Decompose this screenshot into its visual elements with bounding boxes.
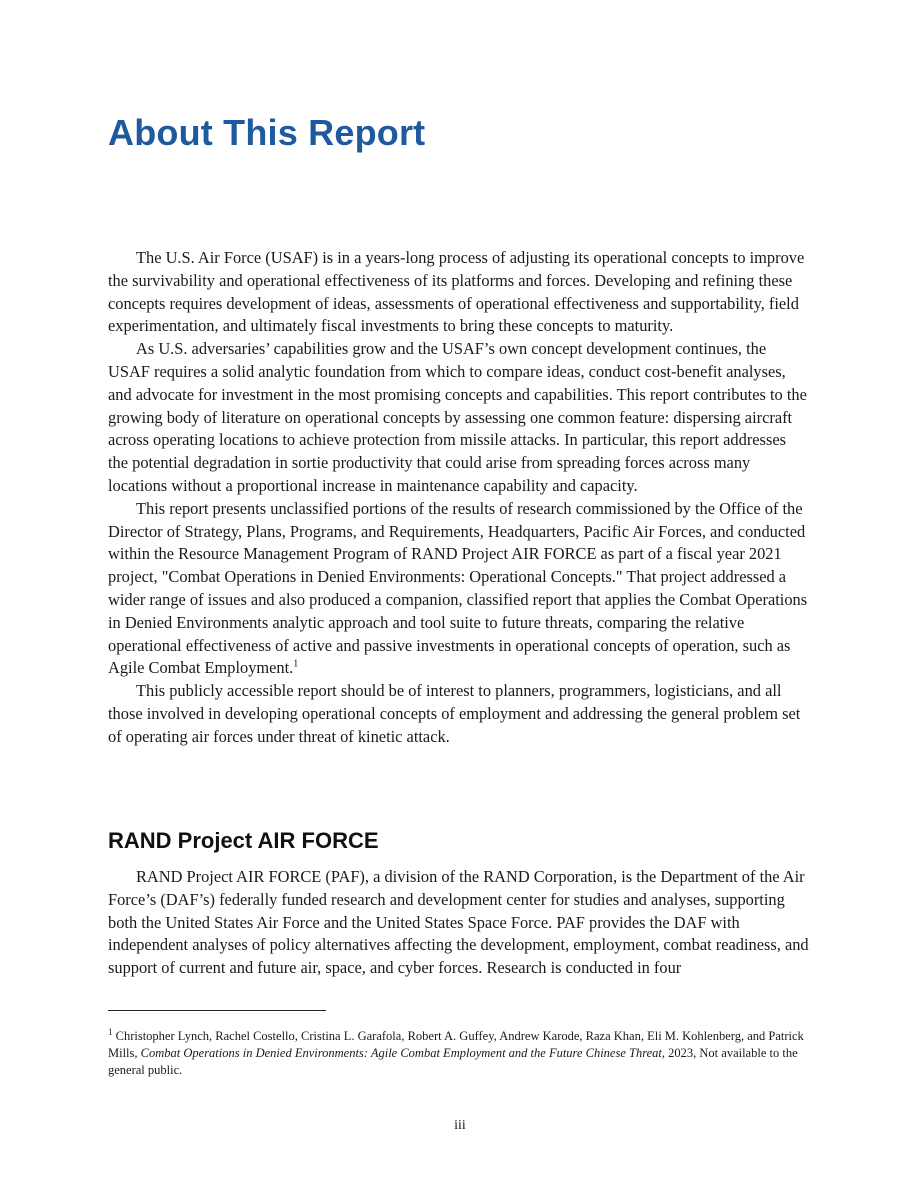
footnote-divider — [108, 1010, 326, 1011]
footnote-title: Combat Operations in Denied Environments: Agile Combat Employment and the Future Chinese Threat — [140, 1046, 662, 1061]
paragraph — [108, 498, 810, 680]
footnote-tail: , 2023, Not available to the general public. — [108, 1046, 798, 1078]
paf-section-body — [108, 866, 810, 980]
paragraph: This publicly accessible report should be of interest to planners, programmers, logisticians, and all those involved in developing operational concepts of employment and addressing the general problem set of operating air forces under threat of kinetic attack. — [108, 681, 801, 746]
page-number: iii — [454, 1118, 466, 1133]
section-heading: RAND Project AIR FORCE — [108, 828, 379, 853]
footnote-number: 1 — [108, 1027, 113, 1037]
paragraph-text: This report presents unclassified portions of the results of research commissioned by the Office of the Director of Strategy, Plans, Programs, and Requirements, Headquarters, Pacific Air Forces, and conducted within the Resource Management Program of RAND Project AIR FORCE as part of a fiscal year 2021 project, "Combat Operations in Denied Environments: Operational Concepts." That project addressed a wider range of issues and also produced a companion, classified report that applies the Combat Operations in Denied Environments analytic approach and tool suite to future threats, comparing the relative operational effectiveness of active and passive investments in operational concepts of operation, such as Agile Combat Employment. — [108, 498, 808, 678]
footnote-reference[interactable]: 1 — [293, 658, 299, 670]
paragraph: The U.S. Air Force (USAF) is in a years-long process of adjusting its operational concepts to improve the survivability and operational effectiveness of its platforms and forces. Developing and refining these concepts requires development of ideas, assessments of operational effectiveness and supportability, field experimentation, and ultimately fiscal investments to bring these concepts to maturity. — [108, 248, 805, 336]
about-section-body — [108, 247, 810, 749]
footnote-authors: Christopher Lynch, Rachel Costello, Cristina L. Garafola, Robert A. Guffey, Andrew Karode, Raza Khan, Eli M. Kohlenberg, and Patrick Mills, — [108, 1029, 804, 1061]
footnote — [108, 1024, 810, 1079]
page-title: About This Report — [108, 112, 426, 153]
paragraph: RAND Project AIR FORCE (PAF), a division of the RAND Corporation, is the Department of the Air Force’s (DAF’s) federally funded research and development center for studies and analyses, supporting both the United States Air Force and the United States Space Force. PAF provides the DAF with independent analyses of policy alternatives affecting the development, employment, combat readiness, and support of current and future air, space, and cyber forces. Research is conducted in four — [108, 867, 809, 978]
paragraph: As U.S. adversaries’ capabilities grow and the USAF’s own concept development continues, the USAF requires a solid analytic foundation from which to compare ideas, conduct cost-benefit analyses, and advocate for investment in the most promising concepts and capabilities. This report contributes to the growing body of literature on operational concepts by assessing one common feature: dispersing aircraft across operating locations to achieve protection from missile attacks. In particular, this report addresses the potential degradation in sortie productivity that could arise from spreading forces across many locations without a proportional increase in maintenance capability and capacity. — [108, 339, 807, 495]
